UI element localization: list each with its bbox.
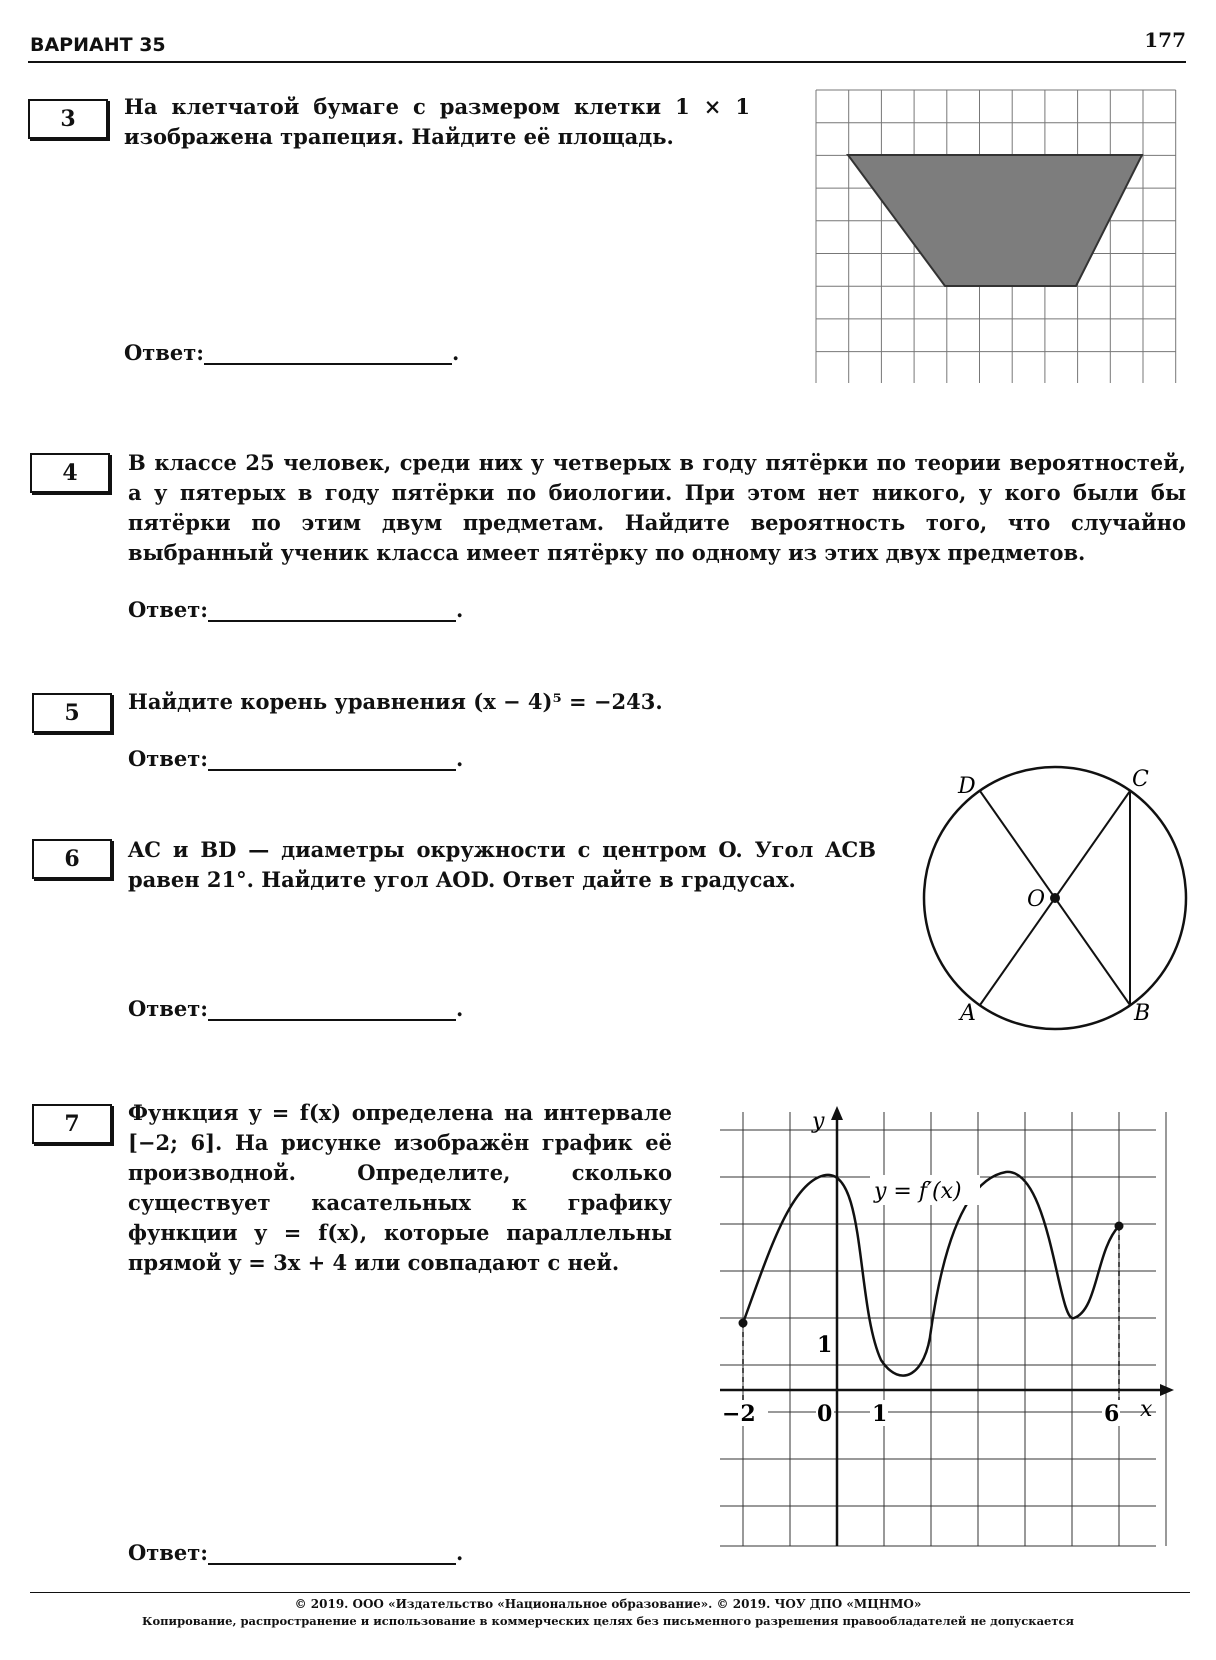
endpoint-right: [1115, 1222, 1124, 1231]
task-5-number: 5: [32, 693, 112, 733]
footer-notice: Копирование, распространение и использование в коммерческих целях без письменного разрешения правообладателей не допускается: [141, 1614, 1074, 1628]
x-axis-arrow: [1160, 1384, 1174, 1396]
tick-x-1: 1: [872, 1401, 888, 1427]
answer-blank[interactable]: [204, 341, 452, 365]
task-5-text: Найдите корень уравнения (x − 4)⁵ = −243.: [128, 689, 663, 714]
task-6-text: AC и BD — диаметры окружности с центром O. Угол ACB равен 21°. Найдите угол AOD. Ответ дайте в градусах.: [128, 837, 876, 892]
x-axis-label: x: [1140, 1397, 1153, 1422]
footer-copyright: © 2019. ООО «Издательство «Национальное образование». © 2019. ЧОУ ДПО «МЦНМО»: [294, 1597, 922, 1611]
answer-label: Ответ:: [128, 746, 209, 771]
task-3-number: 3: [28, 99, 108, 139]
answer-blank[interactable]: [208, 747, 456, 771]
trapezoid-grid-figure: [814, 88, 1178, 383]
page-number: 177: [1144, 28, 1186, 52]
center-point: [1050, 893, 1060, 903]
answer-label: Ответ:: [128, 1540, 209, 1565]
header-divider: [28, 61, 1186, 63]
label-c: C: [1132, 767, 1149, 792]
circle-figure: [912, 760, 1202, 1060]
answer-label: Ответ:: [128, 597, 209, 622]
task-6-answer[interactable]: Ответ: .: [128, 996, 464, 1021]
task-4-answer[interactable]: Ответ: .: [128, 597, 464, 622]
answer-blank[interactable]: [208, 997, 456, 1021]
tick-x-0: 0: [817, 1401, 833, 1427]
derivative-graph: [716, 1100, 1178, 1560]
answer-blank[interactable]: [208, 1541, 456, 1565]
task-7-text: Функция y = f(x) определена на интервале [−2; 6]. На рисунке изображён график её производной. Определите, сколько существует касательных к графику функции y = f(x), которые параллельны прямой y = 3x + 4 или совпадают с ней.: [128, 1100, 672, 1275]
task-5-answer[interactable]: Ответ: .: [128, 746, 464, 771]
label-a: A: [960, 1001, 976, 1026]
task-7-number: 7: [32, 1104, 112, 1144]
task-4-number: 4: [30, 453, 110, 493]
task-3-answer[interactable]: Ответ: .: [124, 340, 460, 365]
tick-y-1: 1: [817, 1332, 833, 1358]
y-axis-label: y: [812, 1109, 825, 1134]
task-6-number: 6: [32, 839, 112, 879]
task-4-text: В классе 25 человек, среди них у четверых в году пятёрки по теории вероятностей, а у пятерых в году пятёрки по биологии. При этом нет никого, у кого были бы пятёрки по этим двум предметам. Найдите вероятность того, что случайно выбранный ученик класса имеет пятёрку по одному из этих двух предметов.: [128, 450, 1186, 565]
answer-label: Ответ:: [124, 340, 205, 365]
label-o: O: [1027, 887, 1046, 912]
func-label: y = f′(x): [874, 1179, 962, 1204]
answer-blank[interactable]: [208, 598, 456, 622]
label-b: B: [1134, 1001, 1151, 1026]
y-axis-arrow: [831, 1106, 843, 1120]
footer-divider: [30, 1592, 1190, 1593]
tick-x-6: 6: [1104, 1401, 1120, 1427]
endpoint-left: [739, 1319, 748, 1328]
label-d: D: [958, 774, 976, 799]
task-3-text: На клетчатой бумаге с размером клетки 1 × 1 изображена трапеция. Найдите её площадь.: [124, 94, 750, 149]
answer-label: Ответ:: [128, 996, 209, 1021]
tick-x-neg2: −2: [722, 1401, 756, 1427]
variant-title: ВАРИАНТ 35: [30, 34, 166, 56]
task-7-answer[interactable]: Ответ: .: [128, 1540, 464, 1565]
